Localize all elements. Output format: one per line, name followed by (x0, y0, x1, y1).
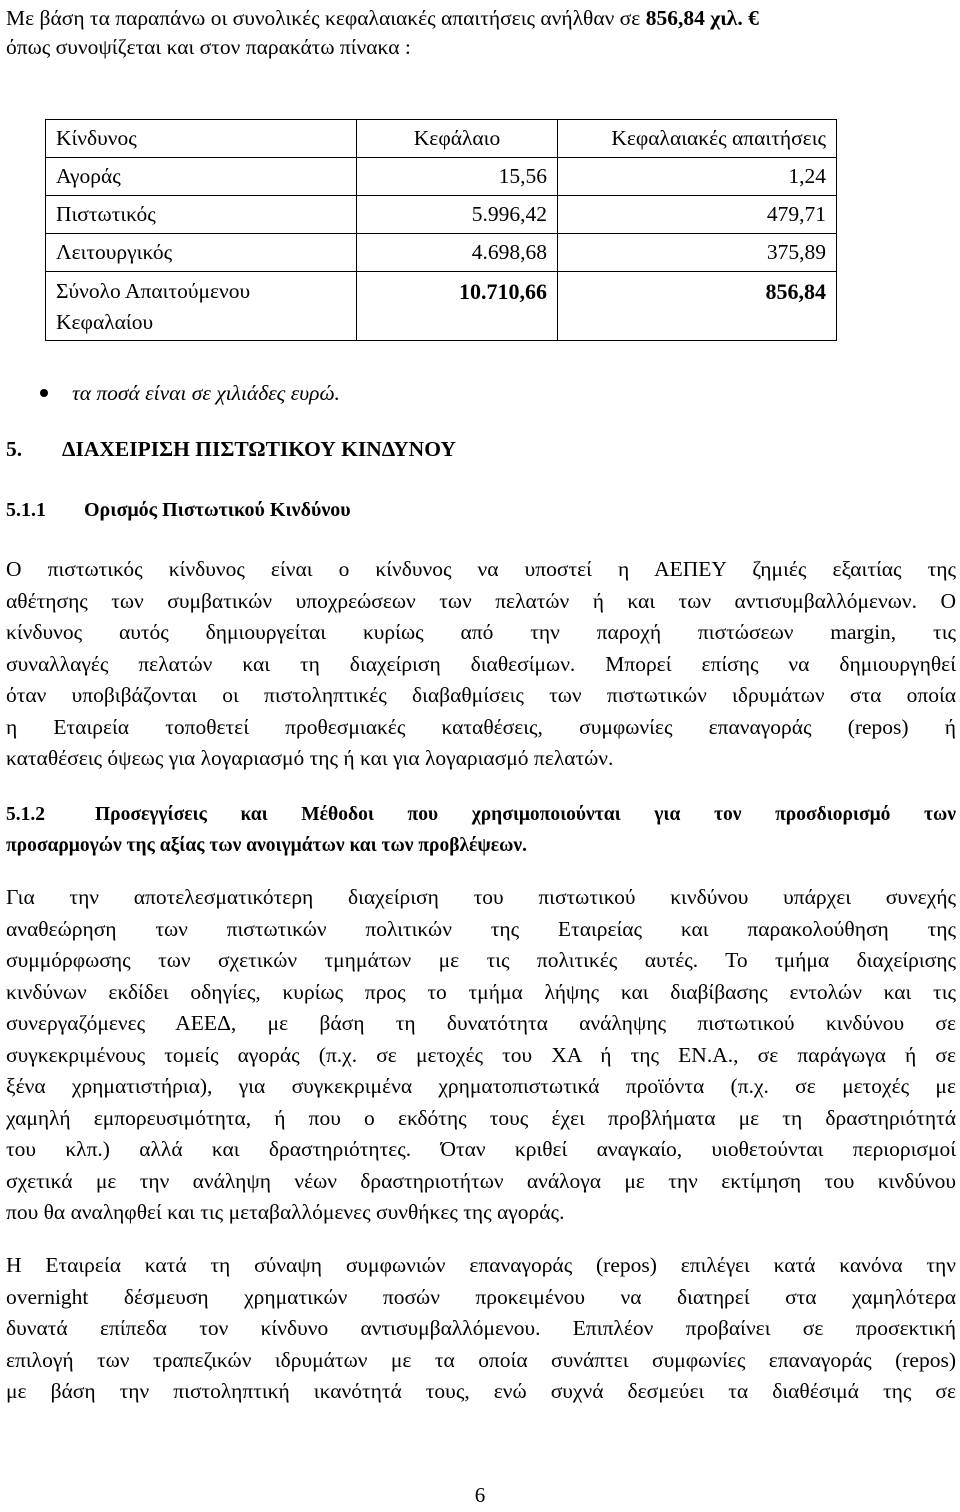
row-requirement: 479,71 (558, 196, 837, 234)
paragraph-line: αθέτησης των συμβατικών υποχρεώσεων των πελατών ή και των αντισυμβαλλόμενων. Ο (6, 588, 956, 613)
row-label: Λειτουργικός (46, 234, 357, 272)
paragraph-line: συναλλαγές πελατών και τη διαχείριση διαθεσίμων. Μπορεί επίσης να δημιουργηθεί (6, 651, 956, 676)
paragraph-line: καταθέσεις όψεως για λογαριασμό της ή και για λογαριασμό πελατών. (6, 746, 614, 770)
row-label: Πιστωτικός (46, 196, 357, 234)
table-row (46, 158, 837, 196)
intro-line-2: όπως συνοψίζεται και στον παρακάτω πίνακα : (6, 35, 411, 59)
row-capital: 4.698,68 (357, 234, 558, 272)
header-capital: Κεφάλαιο (357, 120, 558, 158)
section-title: ΔΙΑΧΕΙΡΙΣΗ ΠΙΣΤΩΤΙΚΟΥ ΚΙΝΔΥΝΟΥ (62, 437, 456, 461)
table-row (46, 234, 837, 272)
intro-paragraph (6, 4, 956, 62)
total-label-line-1: Σύνολο Απαιτούμενου (56, 279, 251, 303)
paragraph-line: που θα αναληφθεί και τις μεταβαλλόμενες συνθήκες της αγοράς. (6, 1200, 565, 1224)
subsection-title: Ορισμός Πιστωτικού Κινδύνου (84, 499, 351, 521)
paragraph-line: του κλπ.) αλλά και δραστηριότητες. Όταν κριθεί αναγκαίο, υιοθετούνται περιορισμοί (6, 1137, 956, 1161)
subsection-title: Προσεγγίσεις και Μέθοδοι που χρησιμοποιούνται για τον προσδιορισμό των (95, 804, 956, 825)
paragraph-line: συμμόρφωσης των σχετικών τμημάτων με τις πολιτικές αυτές. Το τμήμα διαχείρισης (6, 948, 956, 972)
table-total-row (46, 272, 837, 341)
paragraph-line: σχετικά με την ανάληψη νέων δραστηριοτήτων ανάλογα με την εκτίμηση του κινδύνου (6, 1168, 956, 1193)
intro-line-1 (6, 4, 956, 33)
paragraph-line: overnight δέσμευση χρηματικών ποσών προκειμένου να διατηρεί στα χαμηλότερα (6, 1284, 956, 1309)
paragraph-line: χαμηλή εμπορευσιμότητα, ή που ο εκδότης τους έχει προβλήματα με τη δραστηριότητά (6, 1105, 956, 1130)
paragraph-line: η Εταιρεία τοποθετεί προθεσμιακές καταθέσεις, συμφωνίες επαναγοράς (repos) ή (6, 714, 956, 739)
amounts-note (40, 378, 340, 410)
paragraph-line: όταν υποβιβάζονται οι πιστοληπτικές διαβαθμίσεις των πιστωτικών ιδρυμάτων στα οποία (6, 683, 956, 707)
section-heading (6, 434, 456, 466)
page-number: 6 (474, 1483, 486, 1507)
row-capital: 5.996,42 (357, 196, 558, 234)
header-requirement: Κεφαλαιακές απαιτήσεις (558, 120, 837, 158)
row-label: Αγοράς (46, 158, 357, 196)
subsection-heading-line-2: προσαρμογών της αξίας των ανοιγμάτων και των προβλέψεων. (6, 835, 527, 856)
header-risk: Κίνδυνος (46, 120, 357, 158)
subsection-number: 5.1.1 (6, 499, 46, 521)
total-capital: 10.710,66 (357, 272, 558, 341)
table-row (46, 196, 837, 234)
subsection-heading-1 (6, 495, 351, 527)
capital-requirements-table (45, 119, 837, 341)
paragraph-repos (6, 1250, 956, 1408)
section-number: 5. (6, 437, 23, 461)
paragraph-line: με βάση την πιστοληπτική ικανότητά τους, ενώ συχνά δεσμεύει τα διαθέσιμά της σε (6, 1379, 956, 1403)
row-requirement: 1,24 (558, 158, 837, 196)
total-requirement: 856,84 (558, 272, 837, 341)
paragraph-line: συγκεκριμένους τομείς αγοράς (π.χ. σε μετοχές του ΧΑ ή της ΕΝ.Α., σε παράγωγα ή σε (6, 1042, 956, 1067)
paragraph-line: Ο πιστωτικός κίνδυνος είναι ο κίνδυνος να υποστεί η ΑΕΠΕΥ ζημιές εξαιτίας της (6, 557, 956, 581)
paragraph-line: συνεργαζόμενες ΑΕΕΔ, με βάση τη δυνατότητα ανάληψης πιστωτικού κινδύνου σε (6, 1011, 956, 1035)
paragraph-line: κινδύνων εκδίδει οδηγίες, κυρίως προς το τμήμα λήψης και διαβίβασης εντολών και τις (6, 979, 956, 1004)
subsection-number: 5.1.2 (6, 804, 45, 825)
subsection-heading-2 (6, 799, 956, 861)
paragraph-line: επιλογή των τραπεζικών ιδρυμάτων με τα οποία συνάπτει συμφωνίες επαναγοράς (repos) (6, 1347, 956, 1372)
bullet-icon (40, 389, 48, 397)
paragraph-line: Για την αποτελεσματικότερη διαχείριση του πιστωτικού κινδύνου υπάρχει συνεχής (6, 885, 956, 909)
paragraph-credit-risk-management (6, 882, 956, 1229)
row-requirement: 375,89 (558, 234, 837, 272)
total-label-line-2: Κεφαλαίου (56, 310, 154, 334)
subsection-heading-line-1 (6, 799, 956, 830)
paragraph-credit-risk-definition (6, 554, 956, 775)
paragraph-line: ξένα χρηματιστήρια), για συγκεκριμένα χρηματοπιστωτικά προϊόντα (π.χ. σε μετοχές με (6, 1074, 956, 1098)
row-capital: 15,56 (357, 158, 558, 196)
table-header-row (46, 120, 837, 158)
total-requirement-amount: 856,84 χιλ. € (645, 6, 759, 30)
paragraph-line: αναθεώρηση των πιστωτικών πολιτικών της Εταιρείας και παρακολούθηση της (6, 916, 956, 941)
paragraph-line: κίνδυνος αυτός δημιουργείται κυρίως από την παροχή πιστώσεων margin, τις (6, 620, 956, 644)
paragraph-line: δυνατά επίπεδα τον κίνδυνο αντισυμβαλλόμενου. Επιπλέον προβαίνει σε προσεκτική (6, 1316, 956, 1340)
intro-text: Με βάση τα παραπάνω οι συνολικές κεφαλαιακές απαιτήσεις ανήλθαν σε (6, 6, 646, 30)
note-text: τα ποσά είναι σε χιλιάδες ευρώ. (72, 381, 340, 405)
total-label (46, 272, 357, 341)
paragraph-line: Η Εταιρεία κατά τη σύναψη συμφωνιών επαναγοράς (repos) επιλέγει κατά κανόνα την (6, 1253, 956, 1277)
